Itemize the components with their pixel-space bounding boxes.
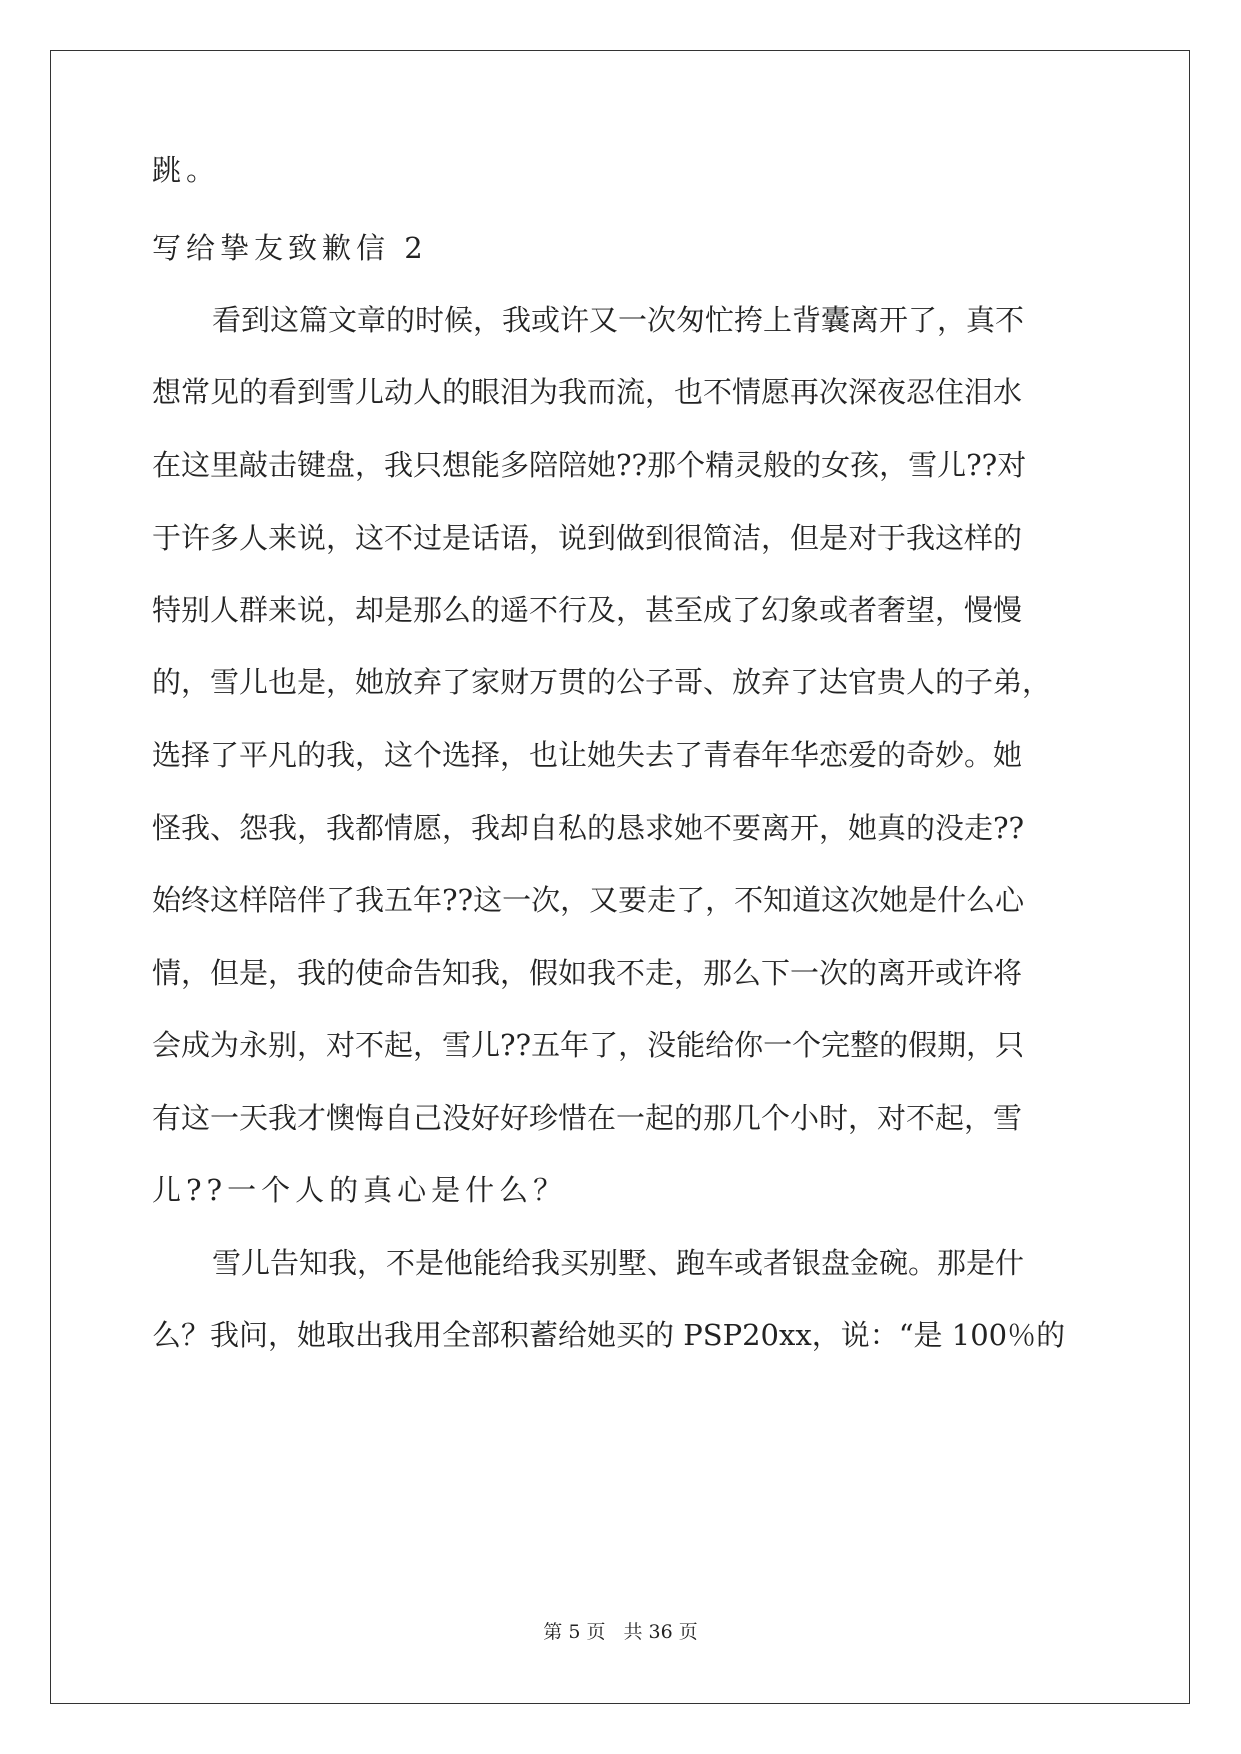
section-heading: 写给挚友致歉信 2 (152, 231, 428, 265)
text-line: 跳。 (152, 153, 221, 187)
page-total: 共 36 页 (623, 1621, 698, 1643)
text-line: 怪我、怨我，我都情愿，我却自私的恳求她不要离开，她真的没走?? (152, 811, 1025, 845)
text-line: 会成为永别，对不起，雪儿??五年了，没能给你一个完整的假期，只 (152, 1028, 1025, 1062)
text-line: 的，雪儿也是，她放弃了家财万贯的公子哥、放弃了达官贵人的子弟， (152, 665, 1052, 699)
text-line: 么？我问，她取出我用全部积蓄给她买的 PSP20xx，说：“是 100％的 (152, 1318, 1066, 1352)
text-line: 始终这样陪伴了我五年??这一次，又要走了，不知道这次她是什么心 (152, 883, 1025, 917)
page-footer (0, 1620, 1241, 1644)
text-line: 看到这篇文章的时候，我或许又一次匆忙挎上背囊离开了，真不 (212, 303, 1025, 337)
page-border (50, 50, 1190, 1704)
text-line: 雪儿告知我，不是他能给我买别墅、跑车或者银盘金碗。那是什 (212, 1246, 1025, 1280)
text-line: 在这里敲击键盘，我只想能多陪陪她??那个精灵般的女孩，雪儿??对 (152, 448, 1027, 482)
page-number: 第 5 页 (543, 1621, 606, 1643)
text-line: 情，但是，我的使命告知我，假如我不走，那么下一次的离开或许将 (152, 956, 1023, 990)
text-line: 想常见的看到雪儿动人的眼泪为我而流，也不情愿再次深夜忍住泪水 (152, 375, 1023, 409)
text-line: 选择了平凡的我，这个选择，也让她失去了青春年华恋爱的奇妙。她 (152, 738, 1023, 772)
text-line: 于许多人来说，这不过是话语，说到做到很简洁，但是对于我这样的 (152, 521, 1023, 555)
text-line: 儿??一个人的真心是什么？ (152, 1173, 568, 1207)
text-line: 有这一天我才懊悔自己没好好珍惜在一起的那几个小时，对不起，雪 (152, 1101, 1023, 1135)
text-line: 特别人群来说，却是那么的遥不行及，甚至成了幻象或者奢望，慢慢 (152, 593, 1023, 627)
